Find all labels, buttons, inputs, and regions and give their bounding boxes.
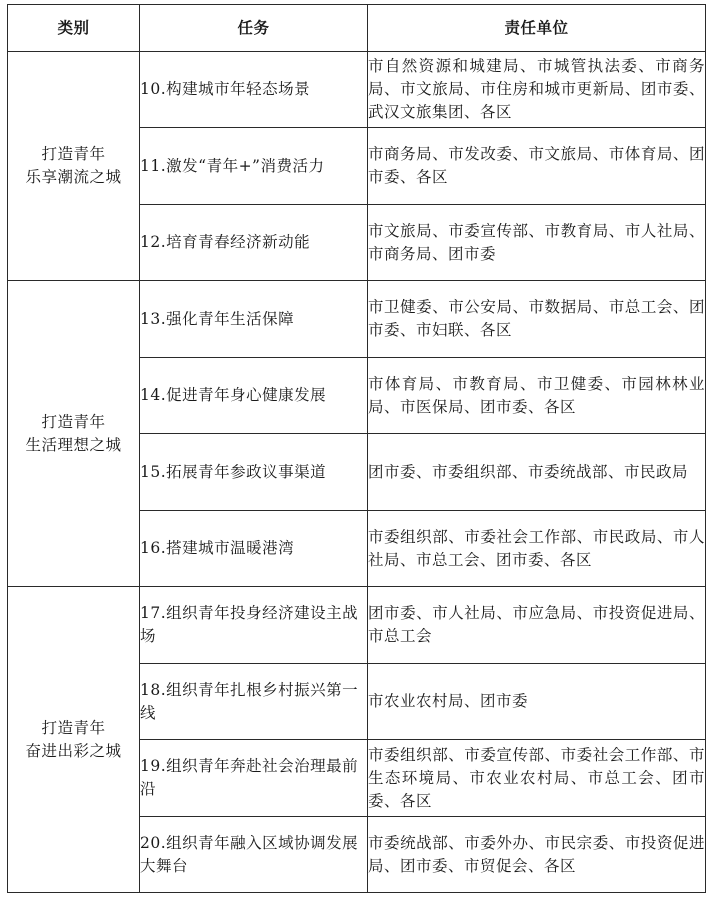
task-cell: 20.组织青年融入区域协调发展大舞台 (140, 817, 368, 893)
category-line: 打造青年 (41, 718, 106, 737)
header-task: 任务 (140, 5, 368, 52)
departments-cell: 市体育局、市教育局、市卫健委、市园林林业局、市医保局、团市委、各区 (368, 358, 706, 434)
category-line: 乐享潮流之城 (25, 168, 122, 186)
table-row (8, 52, 706, 128)
task-cell: 15.拓展青年参政议事渠道 (140, 434, 368, 511)
category-cell (8, 52, 140, 281)
departments-cell: 市农业农村局、团市委 (368, 664, 706, 740)
category-line: 打造青年 (41, 412, 106, 431)
departments-cell: 市文旅局、市委宣传部、市教育局、市人社局、市商务局、团市委 (368, 205, 706, 281)
task-cell: 19.组织青年奔赴社会治理最前沿 (140, 740, 368, 817)
departments-cell: 市商务局、市发改委、市文旅局、市体育局、团市委、各区 (368, 128, 706, 205)
table-row (8, 587, 706, 664)
task-cell: 13.强化青年生活保障 (140, 281, 368, 358)
departments-cell: 市委组织部、市委社会工作部、市民政局、市人社局、市总工会、团市委、各区 (368, 511, 706, 587)
header-departments: 责任单位 (368, 5, 706, 52)
category-cell (8, 587, 140, 893)
category-cell (8, 281, 140, 587)
task-cell: 16.搭建城市温暖港湾 (140, 511, 368, 587)
category-line: 生活理想之城 (25, 435, 122, 454)
header-category: 类别 (8, 5, 140, 52)
task-cell: 10.构建城市年轻态场景 (140, 52, 368, 128)
task-cell: 14.促进青年身心健康发展 (140, 358, 368, 434)
departments-cell: 团市委、市人社局、市应急局、市投资促进局、市总工会 (368, 587, 706, 664)
departments-cell: 市委组织部、市委宣传部、市委社会工作部、市生态环境局、市农业农村局、市总工会、团市委、各区 (368, 740, 706, 817)
departments-cell: 市卫健委、市公安局、市数据局、市总工会、团市委、市妇联、各区 (368, 281, 706, 358)
responsibility-table (7, 4, 706, 893)
task-cell: 18.组织青年扎根乡村振兴第一线 (140, 664, 368, 740)
task-cell: 12.培育青春经济新动能 (140, 205, 368, 281)
category-line: 奋进出彩之城 (25, 741, 122, 760)
departments-cell: 市委统战部、市委外办、市民宗委、市投资促进局、团市委、市贸促会、各区 (368, 817, 706, 893)
task-cell: 11.激发“青年+”消费活力 (140, 128, 368, 205)
table-header-row (8, 5, 706, 52)
departments-cell: 团市委、市委组织部、市委统战部、市民政局 (368, 434, 706, 511)
category-line: 打造青年 (41, 145, 106, 163)
departments-cell: 市自然资源和城建局、市城管执法委、市商务局、市文旅局、市住房和城市更新局、团市委、武汉文旅集团、各区 (368, 52, 706, 128)
task-cell: 17.组织青年投身经济建设主战场 (140, 587, 368, 664)
table-row (8, 281, 706, 358)
